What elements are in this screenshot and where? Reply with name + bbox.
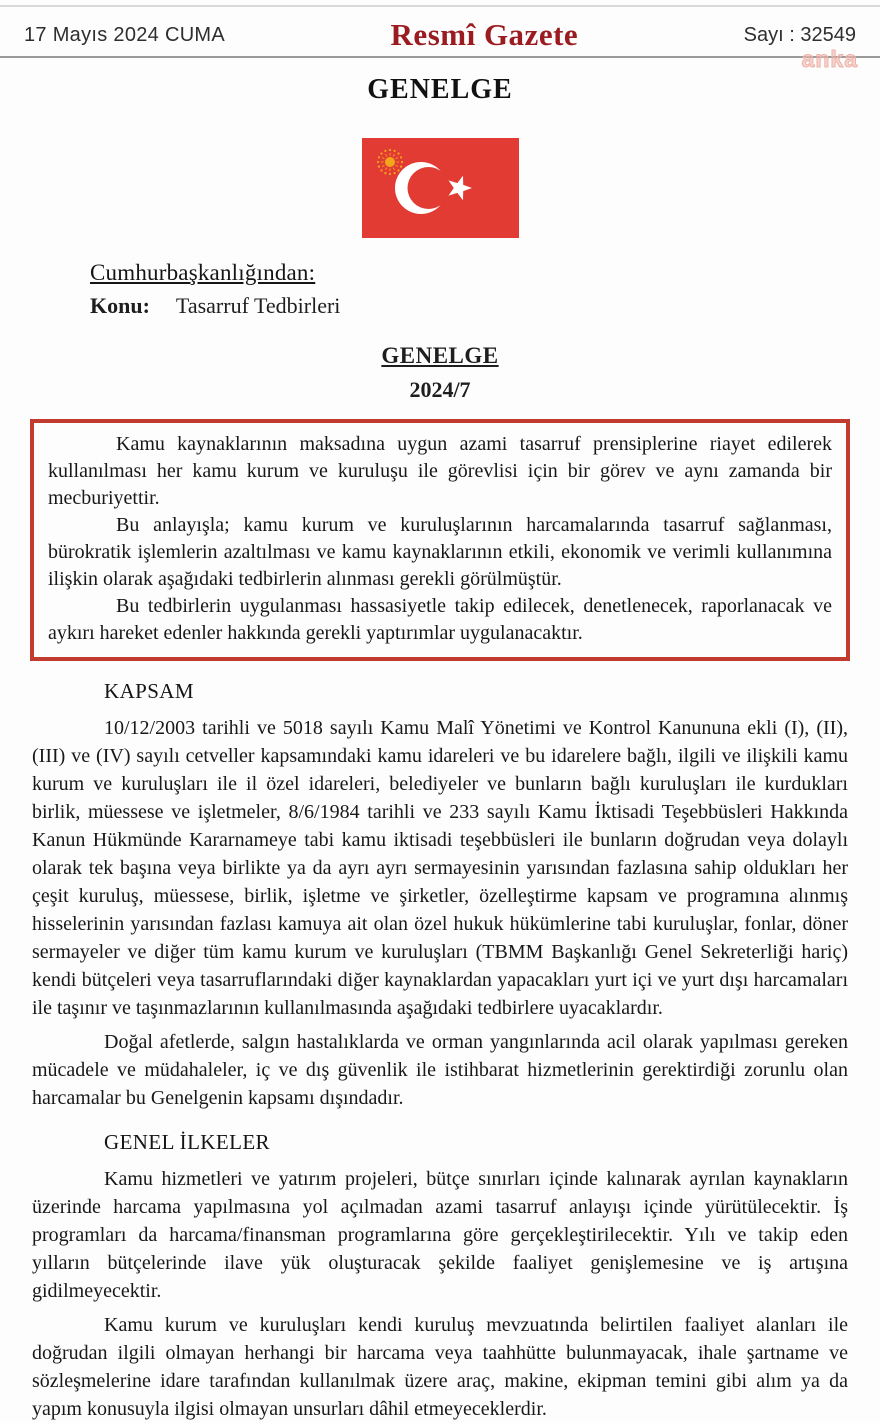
- measures-paragraph: Bu anlayışla; kamu kurum ve kuruluşlarının harcamalarında tasarruf sağlanması, bürokratik işlemlerin azaltılması ve kamu kaynaklarının etkili, ekonomik ve verimli kullanımına ilişkin olarak aşağıdaki tedbirlerin alınması gerekli görülmüştür.: [48, 514, 832, 590]
- publication-date: 17 Mayıs 2024 CUMA: [24, 24, 226, 46]
- subject-label: Konu:: [90, 293, 150, 318]
- section-heading-kapsam: KAPSAM: [104, 679, 194, 703]
- circular-number: 2024/7: [409, 377, 471, 402]
- subject-row: [90, 293, 880, 319]
- circular-title-block: [0, 343, 880, 403]
- issue-number: Sayı : 32549: [743, 24, 856, 46]
- body-paragraph: Doğal afetlerde, salgın hastalıklarda ve orman yangınlarında acil olarak yapılması gereken mücadele ve müdahaleler, iç ve dış güvenlik ile istihbarat hizmetlerinin gerektirdiği zorunlu olan harcamalar bu Genelgenin kapsamı dışındadır.: [32, 1031, 848, 1109]
- gazette-header: [0, 0, 880, 58]
- body-paragraph: 10/12/2003 tarihli ve 5018 sayılı Kamu Malî Yönetimi ve Kontrol Kanununa ekli (I), (II), (III) ve (IV) sayılı cetveller kapsamındaki kamu idareleri ve bu idarelere bağlı, ilgili ve ilişkili kamu kurum ve kuruluşları ile il özel idareleri, belediyeler ve bunların bağlı kuruluşları ile kurdukları birlik, müessese ve işletmeler, 8/6/1984 tarihli ve 233 sayılı Kamu İktisadi Teşebbüsleri Hakkında Kanun Hükmünde Kararnameye tabi kamu iktisadi teşebbüsleri ile bunların doğrudan veya dolaylı olarak tek başına veya birlikte ya da ayrı ayrı sermayesinin yarısından fazlasına sahip oldukları her çeşit kuruluş, müessese, birlik, işletme ve şirketler, özelleştirme kapsam ve programına alınmış hisselerinin yarısından fazlası kamuya ait olan özel hukuk hükümlerine tabi kuruluşlar, fonlar, döner sermayeler ve diğer tüm kamu kurum ve kuruluşları (TBMM Başkanlığı Genel Sekreterliği hariç) kendi bütçeleri veya tasarruflarındaki diğer kaynaklardan yapacakları yurt içi ve yurt dışı harcamaları ile taşınır ve taşınmazlarının kullanılmasında aşağıdaki tedbirlere uyacaklardır.: [32, 717, 848, 1019]
- turkish-presidential-flag-icon: [362, 138, 519, 238]
- anka-watermark: anka: [801, 46, 858, 72]
- body-paragraph: Kamu hizmetleri ve yatırım projeleri, bütçe sınırları içinde kalınarak ayrılan kaynakların üzerinde harcama yapılmasına yol açılmadan azami tasarruf anlayışı içinde yürütülecektir. İş programları da harcama/finansman programlarına göre gerçekleştirilecektir. Yılı ve takip eden yılların bütçelerinde ilave yük oluşturacak şekilde faaliyet genişlemesine ve iş artışına gidilmeyecektir.: [32, 1168, 848, 1302]
- subject-value: Tasarruf Tedbirleri: [175, 293, 341, 318]
- section-heading-genel-ilkeler: GENEL İLKELER: [104, 1130, 270, 1154]
- measures-paragraph: Kamu kaynaklarının maksadına uygun azami tasarruf prensiplerine riayet edilerek kullanılması her kamu kurum ve kuruluşu ile görevlisi için bir görev ve aynı zamanda bir mecburiyettir.: [48, 433, 832, 509]
- page-top-edge-line: [0, 5, 880, 7]
- gazette-title: Resmî Gazete: [390, 17, 579, 52]
- circular-heading: GENELGE: [381, 343, 499, 368]
- document-body: [32, 679, 848, 1423]
- highlighted-measures-box: [30, 419, 850, 661]
- issuer-block: [90, 260, 880, 319]
- issuer-line: Cumhurbaşkanlığından:: [90, 260, 316, 285]
- flag-container: [0, 138, 880, 238]
- measures-paragraph: Bu tedbirlerin uygulanması hassasiyetle takip edilecek, denetlenecek, raporlanacak ve aykırı hareket edenler hakkında gerekli yaptırımlar uygulanacaktır.: [48, 595, 832, 644]
- body-paragraph: Kamu kurum ve kuruluşları kendi kuruluş mevzuatında belirtilen faaliyet alanları ile doğrudan ilgili olmayan herhangi bir harcama veya taahhütte bulunmayacak, ihale şartname ve sözleşmelerine idare tarafından kullanılmak üzere araç, makine, ekipman temini gibi alım ya da yapım konusuyla ilgisi olmayan unsurları dâhil etmeyeceklerdir.: [32, 1314, 848, 1420]
- document-type-heading: GENELGE: [367, 74, 513, 105]
